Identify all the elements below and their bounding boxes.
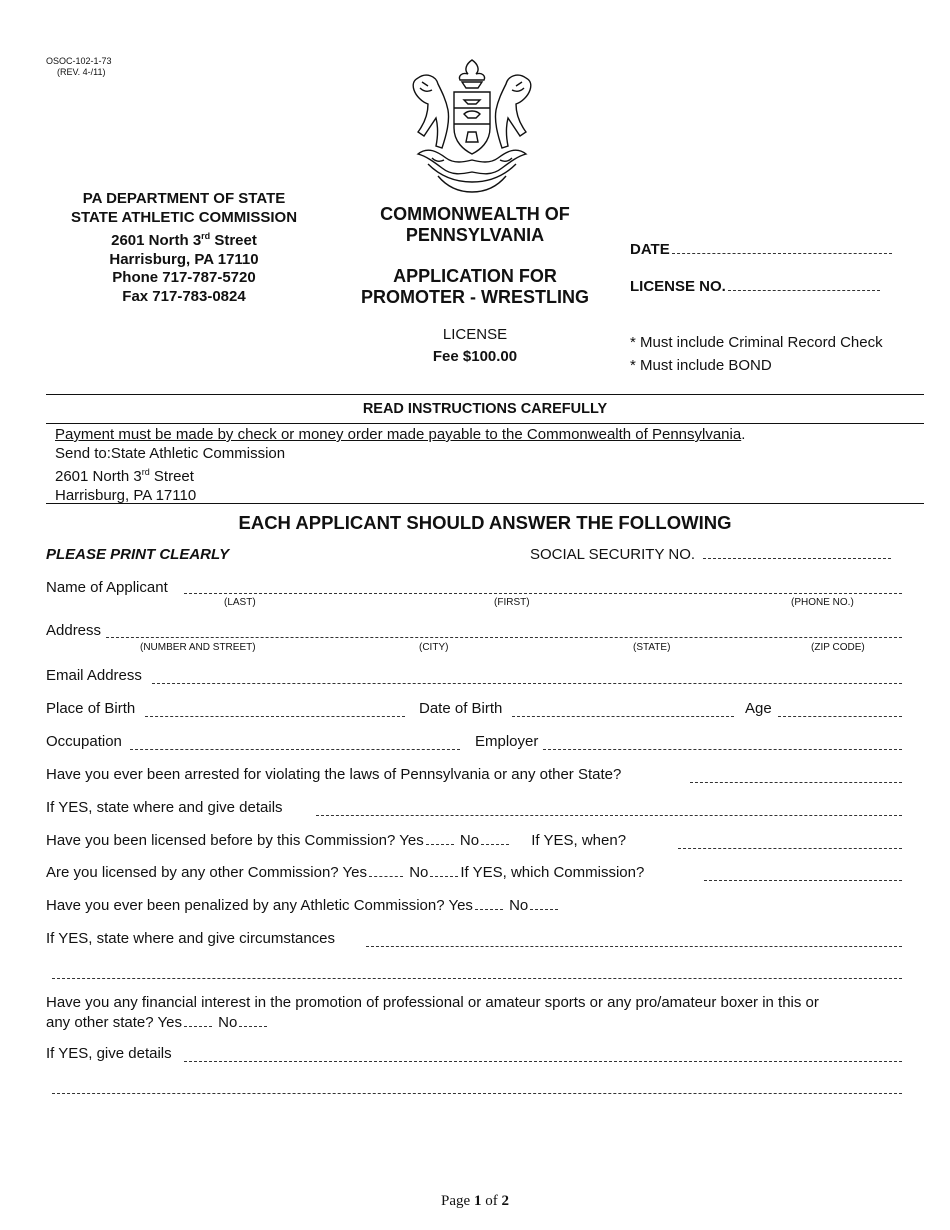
- birth-date-label: Date of Birth: [419, 700, 503, 717]
- financial-details-input[interactable]: [184, 1061, 902, 1062]
- birth-place-input[interactable]: [145, 716, 405, 717]
- arrested-details-input[interactable]: [316, 815, 902, 816]
- other-commission-yes-input[interactable]: [369, 864, 403, 877]
- name-input[interactable]: [184, 593, 902, 594]
- employer-label: Employer: [475, 733, 539, 750]
- license-no-field[interactable]: LICENSE NO.: [630, 278, 882, 295]
- financial-no-input[interactable]: [239, 1014, 267, 1027]
- address-label: Address: [46, 622, 102, 639]
- divider: [46, 394, 924, 395]
- penalized-details-input-2[interactable]: [52, 978, 902, 979]
- age-label: Age: [745, 700, 772, 717]
- other-commission-question: Are you licensed by any other Commission? Yes No If YES, which Commission?: [46, 864, 645, 881]
- email-label: Email Address: [46, 667, 142, 684]
- email-input[interactable]: [152, 683, 902, 684]
- licensed-before-question: Have you been licensed before by this Commission? Yes No If YES, when?: [46, 832, 627, 849]
- address-input[interactable]: [106, 637, 902, 638]
- employer-input[interactable]: [543, 749, 902, 750]
- form-title: COMMONWEALTH OF PENNSYLVANIA APPLICATION FOR PROMOTER - WRESTLING: [361, 204, 589, 307]
- financial-details-input-2[interactable]: [52, 1093, 902, 1094]
- arrested-question: Have you ever been arrested for violating the laws of Pennsylvania or any other State?: [46, 766, 622, 783]
- department-street: 2601 North 3rd Street: [111, 231, 257, 249]
- divider: [46, 503, 924, 504]
- name-label: Name of Applicant: [46, 579, 168, 596]
- arrested-input[interactable]: [690, 782, 902, 783]
- department-address: PA DEPARTMENT OF STATE STATE ATHLETIC COMMISSION 2601 North 3rd Street Harrisburg, PA 17110 Phone 717-787-5720 Fax 717-783-0824: [46, 190, 322, 306]
- print-clearly: PLEASE PRINT CLEARLY: [46, 546, 230, 563]
- age-input[interactable]: [778, 716, 902, 717]
- arrested-details-label: If YES, state where and give details: [46, 799, 283, 816]
- financial-question-cont: any other state? Yes No: [46, 1014, 269, 1031]
- note-criminal-record: * Must include Criminal Record Check: [630, 334, 883, 351]
- birth-place-label: Place of Birth: [46, 700, 136, 717]
- form-code: OSOC-102-1-73 (REV. 4-/11): [46, 56, 112, 77]
- license-fee: Fee $100.00: [432, 348, 518, 365]
- coat-of-arms-seal: [398, 58, 546, 194]
- penalized-no-input[interactable]: [530, 897, 558, 910]
- licensed-before-when-input[interactable]: [678, 848, 902, 849]
- occupation-input[interactable]: [130, 749, 460, 750]
- license-label: LICENSE: [442, 326, 508, 343]
- date-field[interactable]: DATE: [630, 241, 894, 258]
- penalized-yes-input[interactable]: [475, 897, 503, 910]
- other-commission-no-input[interactable]: [430, 864, 458, 877]
- occupation-label: Occupation: [46, 733, 122, 750]
- page-number: Page 1 of 2: [441, 1193, 509, 1209]
- payment-instructions: Payment must be made by check or money order made payable to the Commonwealth of Pennsylvania. Send to:State Athletic Commission 2601 North 3rd Street Harrisburg, PA 17110: [55, 426, 746, 504]
- divider: [46, 423, 924, 424]
- note-bond: * Must include BOND: [630, 357, 772, 374]
- licensed-before-yes-input[interactable]: [426, 832, 454, 845]
- penalized-details-label: If YES, state where and give circumstances: [46, 930, 336, 947]
- financial-question: Have you any financial interest in the promotion of professional or amateur sports or any pro/amateur boxer in this or: [46, 994, 819, 1011]
- section-heading: EACH APPLICANT SHOULD ANSWER THE FOLLOWING: [238, 512, 732, 533]
- financial-yes-input[interactable]: [184, 1014, 212, 1027]
- penalized-details-input[interactable]: [366, 946, 902, 947]
- instructions-title: READ INSTRUCTIONS CAREFULLY: [362, 401, 608, 417]
- ssn-field[interactable]: SOCIAL SECURITY NO.: [530, 546, 893, 563]
- birth-date-input[interactable]: [512, 716, 734, 717]
- penalized-question: Have you ever been penalized by any Athletic Commission? Yes No: [46, 897, 560, 914]
- financial-details-label: If YES, give details: [46, 1045, 172, 1062]
- other-commission-which-input[interactable]: [704, 880, 902, 881]
- licensed-before-no-input[interactable]: [481, 832, 509, 845]
